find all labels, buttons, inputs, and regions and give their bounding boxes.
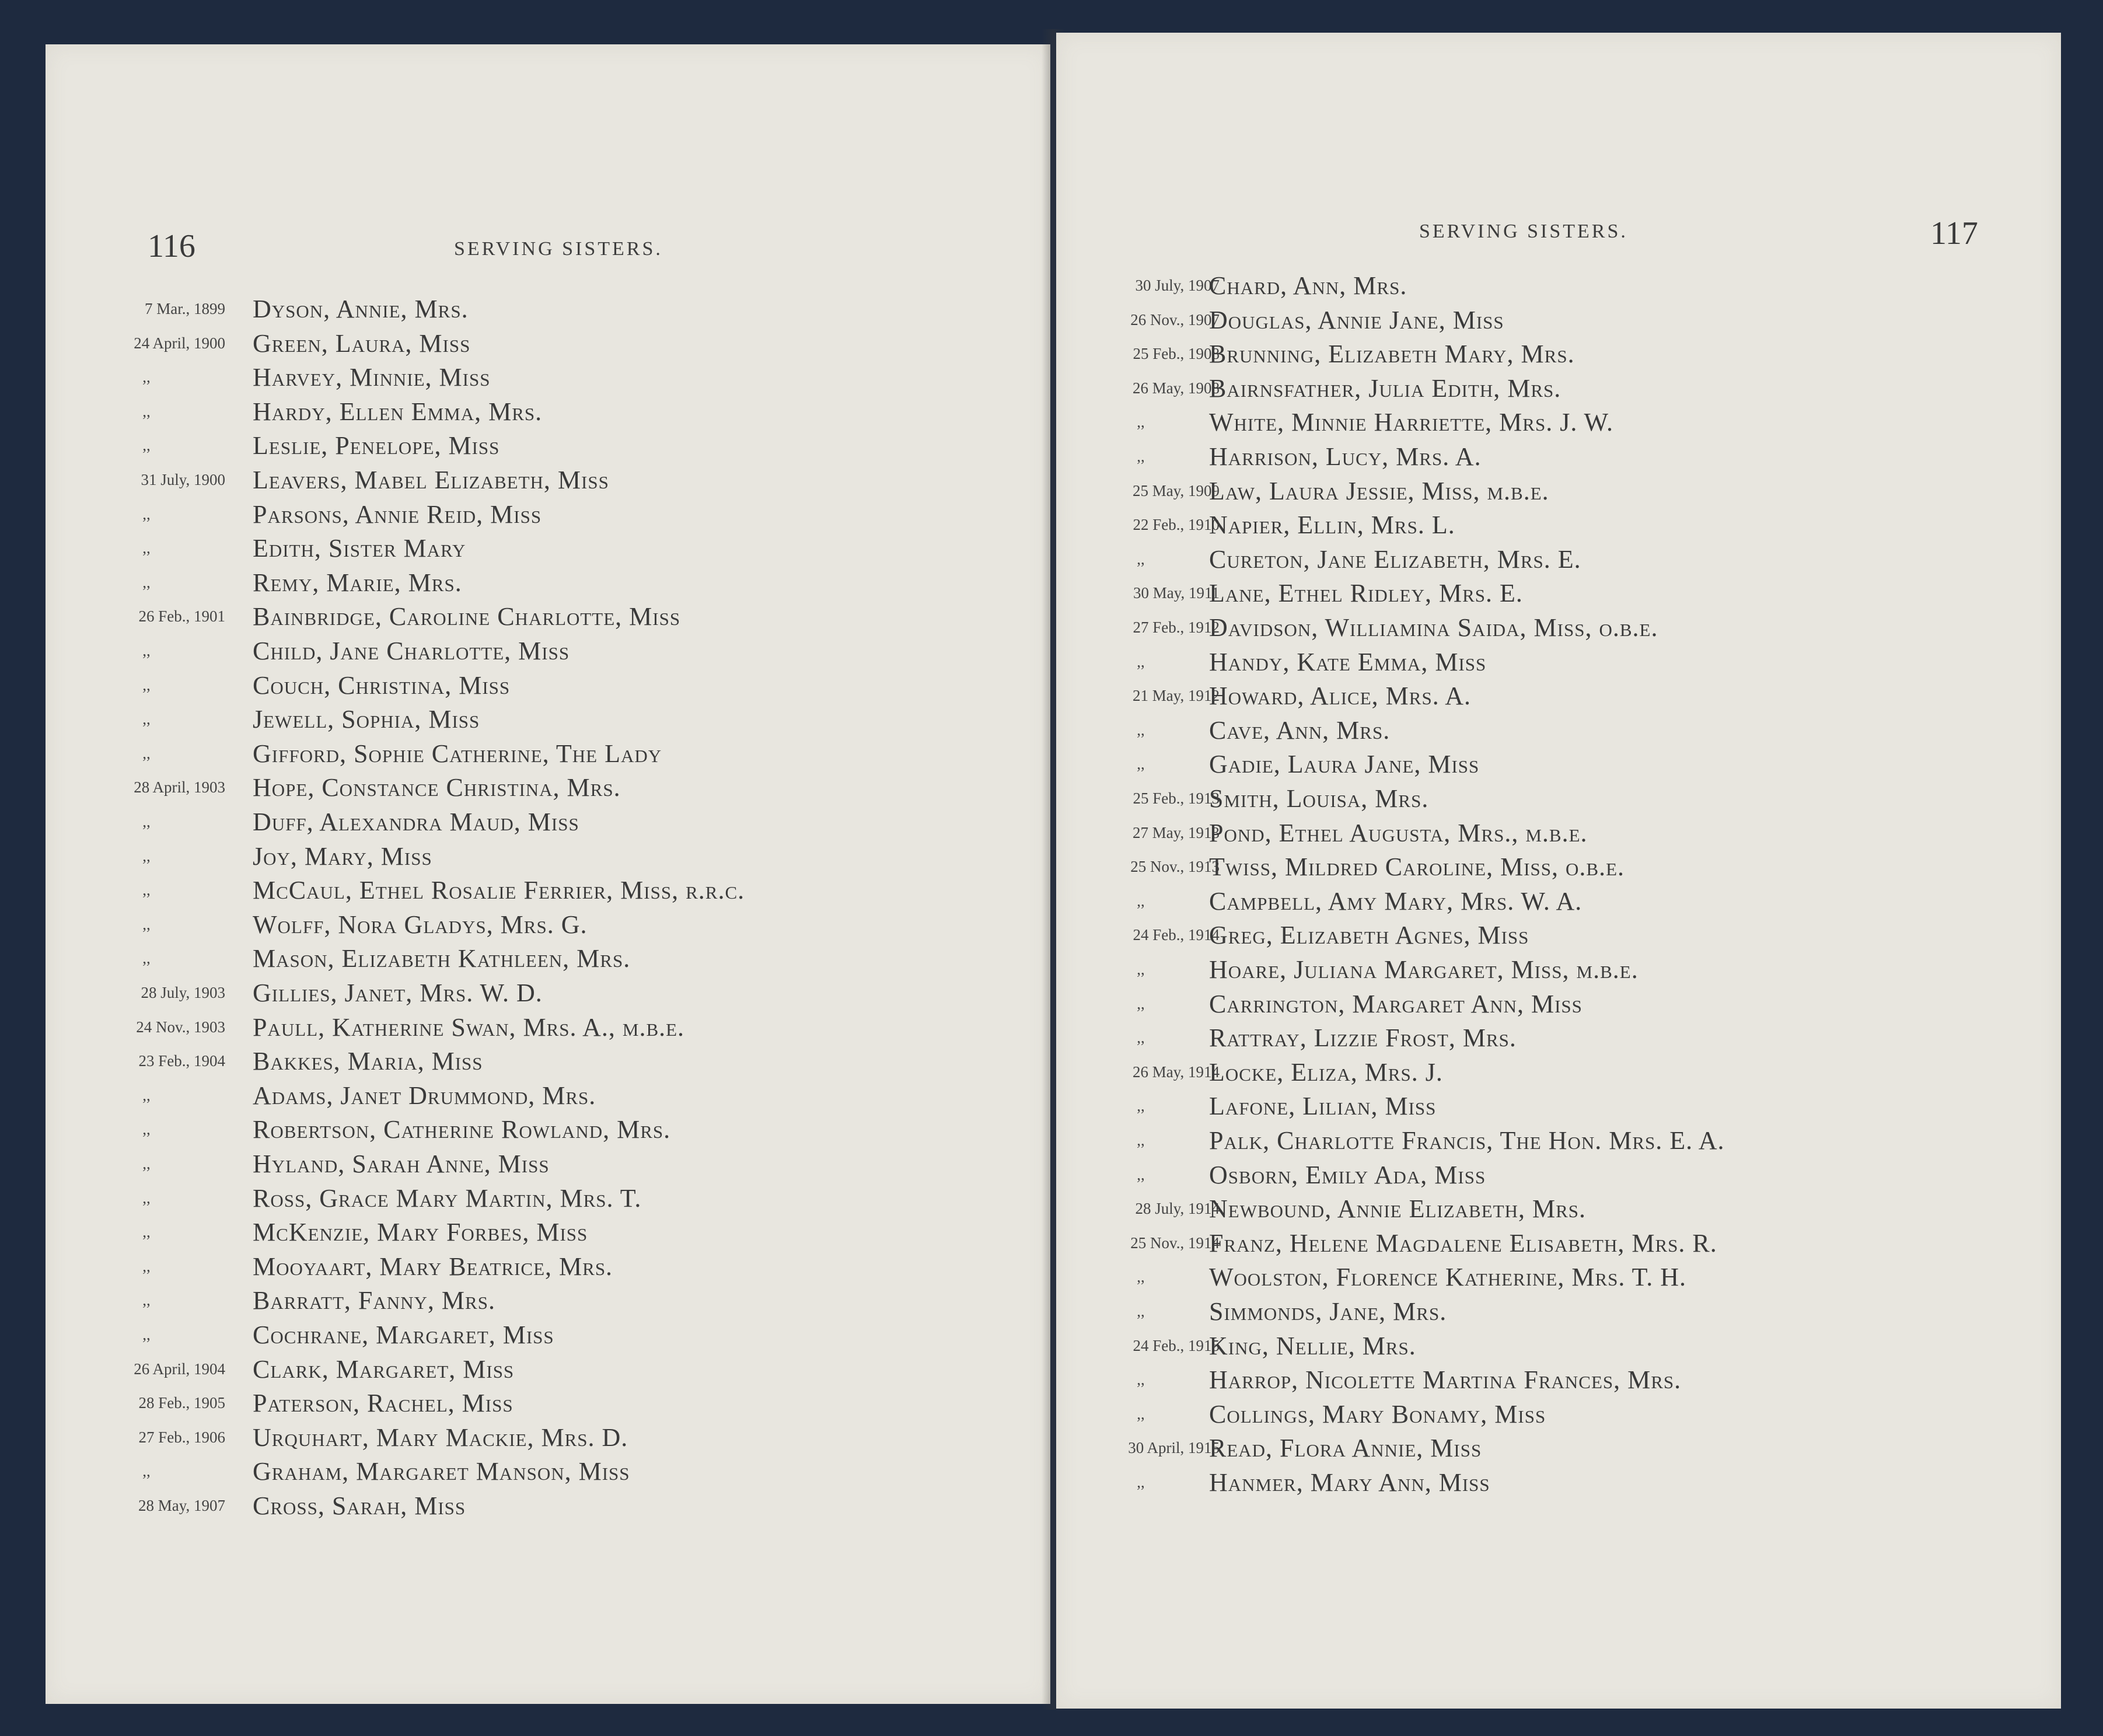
entry-name: Hanmer, Mary Ann, Miss xyxy=(1209,1468,1490,1497)
entry-date: 30 May, 1911 xyxy=(1133,584,1220,602)
entry-date: 25 Nov., 1914 xyxy=(1130,1234,1220,1252)
entry-name: Read, Flora Annie, Miss xyxy=(1209,1434,1482,1463)
entry-name: McCaul, Ethel Rosalie Ferrier, Miss, r.r.c. xyxy=(253,876,745,905)
entry-date: ,, xyxy=(142,676,151,694)
entry-date: ,, xyxy=(142,1291,151,1309)
entry-date: 28 July, 1903 xyxy=(141,984,225,1001)
list-item xyxy=(1056,920,2061,954)
list-item xyxy=(46,1320,1050,1354)
entry-name: Locke, Eliza, Mrs. J. xyxy=(1209,1057,1443,1087)
entry-name: Adams, Janet Drummond, Mrs. xyxy=(253,1081,596,1110)
entry-name: White, Minnie Harriette, Mrs. J. W. xyxy=(1209,408,1614,437)
list-item xyxy=(1056,1468,2061,1501)
entry-name: Smith, Louisa, Mrs. xyxy=(1209,784,1429,813)
entry-name: Collings, Mary Bonamy, Miss xyxy=(1209,1399,1546,1428)
entry-date: 26 May, 1914 xyxy=(1133,1063,1220,1081)
entry-name: Harrop, Nicolette Martina Frances, Mrs. xyxy=(1209,1365,1682,1395)
list-item xyxy=(46,294,1050,328)
list-item xyxy=(1056,1433,2061,1467)
entry-name: Brunning, Elizabeth Mary, Mrs. xyxy=(1209,340,1575,369)
entry-name: Mason, Elizabeth Kathleen, Mrs. xyxy=(253,944,631,973)
entry-date: 25 Nov., 1913 xyxy=(1130,858,1220,876)
entry-date: ,, xyxy=(1137,892,1145,910)
entry-name: Leslie, Penelope, Miss xyxy=(253,431,500,460)
list-item xyxy=(46,500,1050,533)
list-item xyxy=(1056,373,2061,407)
entry-date: ,, xyxy=(1137,1302,1145,1320)
entry-name: Cochrane, Margaret, Miss xyxy=(253,1321,554,1349)
entry-name: Barratt, Fanny, Mrs. xyxy=(253,1286,495,1315)
running-heading: SERVING SISTERS. xyxy=(1419,221,1628,242)
list-item xyxy=(46,1183,1050,1217)
list-item xyxy=(46,978,1050,1012)
list-item xyxy=(1056,476,2061,510)
entry-name: Woolston, Florence Katherine, Mrs. T. H. xyxy=(1209,1263,1686,1292)
list-item xyxy=(46,1286,1050,1319)
list-item xyxy=(46,739,1050,773)
entry-date: 28 July, 1914 xyxy=(1135,1200,1220,1218)
list-item xyxy=(46,1046,1050,1080)
list-item xyxy=(46,1354,1050,1388)
list-item xyxy=(1056,1331,2061,1365)
list-item xyxy=(46,431,1050,464)
list-item xyxy=(46,807,1050,841)
list-item xyxy=(1056,681,2061,715)
list-item xyxy=(1056,1194,2061,1228)
entry-date: 25 Feb., 1908 xyxy=(1133,345,1220,363)
entry-name: Palk, Charlotte Francis, The Hon. Mrs. E. A. xyxy=(1209,1126,1725,1155)
list-item xyxy=(46,910,1050,944)
list-item xyxy=(1056,1160,2061,1194)
entry-date: 24 Feb., 1914 xyxy=(1133,926,1220,944)
list-item xyxy=(1056,886,2061,920)
entry-name: Wolff, Nora Gladys, Mrs. G. xyxy=(253,910,588,939)
entry-name: Gillies, Janet, Mrs. W. D. xyxy=(253,979,543,1007)
entry-name: Child, Jane Charlotte, Miss xyxy=(253,637,570,665)
entry-name: Harrison, Lucy, Mrs. A. xyxy=(1209,442,1482,471)
entry-name: Clark, Margaret, Miss xyxy=(253,1354,515,1384)
list-item xyxy=(46,1388,1050,1422)
entry-name: Jewell, Sophia, Miss xyxy=(253,705,480,734)
entry-date: ,, xyxy=(142,710,151,728)
entry-name: Remy, Marie, Mrs. xyxy=(253,568,462,597)
entry-name: Pond, Ethel Augusta, Mrs., m.b.e. xyxy=(1209,818,1588,847)
entry-name: McKenzie, Mary Forbes, Miss xyxy=(253,1218,588,1247)
right-page xyxy=(1056,33,2061,1709)
entry-date: ,, xyxy=(142,1189,151,1207)
entry-name: Davidson, Williamina Saida, Miss, o.b.e. xyxy=(1209,613,1658,642)
entry-name: Lafone, Lilian, Miss xyxy=(1209,1092,1437,1121)
list-item xyxy=(1056,784,2061,818)
entry-name: Franz, Helene Magdalene Elisabeth, Mrs. R. xyxy=(1209,1228,1717,1258)
entry-name: Douglas, Annie Jane, Miss xyxy=(1209,305,1504,334)
entry-name: Urquhart, Mary Mackie, Mrs. D. xyxy=(253,1423,628,1452)
list-item xyxy=(46,1456,1050,1490)
entry-date: ,, xyxy=(142,1462,151,1480)
entry-name: King, Nellie, Mrs. xyxy=(1209,1331,1416,1360)
entry-date: ,, xyxy=(142,847,151,865)
entry-name: Hyland, Sarah Anne, Miss xyxy=(253,1150,550,1178)
entry-date: 25 Feb., 1913 xyxy=(1133,790,1220,807)
list-item xyxy=(1056,1057,2061,1091)
list-item xyxy=(1056,407,2061,441)
entry-name: Cureton, Jane Elizabeth, Mrs. E. xyxy=(1209,544,1581,574)
entry-date: 30 April, 1915 xyxy=(1128,1439,1220,1457)
entry-date: ,, xyxy=(1137,413,1145,431)
list-item xyxy=(46,944,1050,977)
entry-name: Harvey, Minnie, Miss xyxy=(253,363,491,392)
entry-date: ,, xyxy=(142,436,151,455)
list-item xyxy=(1056,715,2061,749)
entry-date: ,, xyxy=(142,1223,151,1241)
entry-name: Hoare, Juliana Margaret, Miss, m.b.e. xyxy=(1209,955,1639,984)
list-item xyxy=(1056,339,2061,373)
list-item xyxy=(1056,613,2061,647)
entry-name: Howard, Alice, Mrs. A. xyxy=(1209,682,1472,711)
entry-name: Napier, Ellin, Mrs. L. xyxy=(1209,511,1455,540)
entry-date: ,, xyxy=(142,744,151,762)
list-item xyxy=(1056,1091,2061,1125)
entry-name: Campbell, Amy Mary, Mrs. W. A. xyxy=(1209,886,1583,916)
entry-name: Ross, Grace Mary Martin, Mrs. T. xyxy=(253,1183,642,1213)
list-item xyxy=(46,1115,1050,1148)
entry-name: Green, Laura, Miss xyxy=(253,329,471,358)
entry-date: ,, xyxy=(1137,1131,1145,1149)
list-item xyxy=(46,1149,1050,1183)
entry-date: ,, xyxy=(1137,1268,1145,1286)
list-item xyxy=(46,636,1050,670)
entry-date: ,, xyxy=(142,949,151,967)
list-item xyxy=(1056,1126,2061,1159)
entry-date: 28 Feb., 1905 xyxy=(138,1394,225,1412)
entry-name: Mooyaart, Mary Beatrice, Mrs. xyxy=(253,1252,613,1281)
entry-name: Gadie, Laura Jane, Miss xyxy=(1209,750,1480,779)
entry-name: Joy, Mary, Miss xyxy=(253,841,432,871)
entry-date: 27 May, 1913 xyxy=(1133,823,1220,841)
list-item xyxy=(1056,989,2061,1023)
list-item xyxy=(46,465,1050,499)
list-item xyxy=(1056,271,2061,305)
entry-date: ,, xyxy=(1137,1029,1145,1047)
list-item xyxy=(1056,1399,2061,1433)
entry-date: ,, xyxy=(142,1120,151,1138)
entry-name: Leavers, Mabel Elizabeth, Miss xyxy=(253,466,609,494)
entry-name: Dyson, Annie, Mrs. xyxy=(253,295,469,323)
entry-name: Carrington, Margaret Ann, Miss xyxy=(1209,989,1583,1018)
entry-date: 24 Nov., 1903 xyxy=(136,1018,225,1036)
entry-name: Parsons, Annie Reid, Miss xyxy=(253,500,542,529)
entry-name: Lane, Ethel Ridley, Mrs. E. xyxy=(1209,579,1523,608)
entry-date: ,, xyxy=(1137,550,1145,568)
list-item xyxy=(1056,442,2061,476)
entry-date: 26 May, 1908 xyxy=(1133,379,1220,397)
entry-name: Handy, Kate Emma, Miss xyxy=(1209,647,1487,676)
entry-date: ,, xyxy=(1137,721,1145,739)
entry-date: ,, xyxy=(1137,755,1145,773)
entry-date: ,, xyxy=(1137,960,1145,978)
entry-name: Paull, Katherine Swan, Mrs. A., m.b.e. xyxy=(253,1012,685,1042)
entry-name: Twiss, Mildred Caroline, Miss, o.b.e. xyxy=(1209,853,1625,882)
entry-date: ,, xyxy=(142,505,151,523)
list-item xyxy=(1056,1262,2061,1296)
entry-date: ,, xyxy=(142,368,151,386)
entry-name: Duff, Alexandra Maud, Miss xyxy=(253,808,579,836)
running-heading: SERVING SISTERS. xyxy=(454,238,663,260)
entry-date: ,, xyxy=(142,1155,151,1172)
entry-date: 27 Feb., 1912 xyxy=(1133,619,1220,636)
entry-date: 7 Mar., 1899 xyxy=(145,300,225,317)
entry-name: Law, Laura Jessie, Miss, m.b.e. xyxy=(1209,476,1549,505)
entry-date: ,, xyxy=(142,1086,151,1104)
list-item xyxy=(46,533,1050,567)
list-item xyxy=(1056,1228,2061,1262)
list-item xyxy=(1056,578,2061,612)
entry-date: 26 Feb., 1901 xyxy=(138,607,225,626)
list-item xyxy=(1056,955,2061,988)
entry-date: ,, xyxy=(1137,1097,1145,1115)
entry-date: ,, xyxy=(1137,1473,1145,1491)
page-number: 117 xyxy=(1930,215,1978,252)
entry-date: ,, xyxy=(1137,652,1145,670)
entry-date: ,, xyxy=(142,1257,151,1275)
entry-name: Hardy, Ellen Emma, Mrs. xyxy=(253,397,543,426)
entry-date: 27 Feb., 1906 xyxy=(138,1428,225,1446)
entry-name: Rattray, Lizzie Frost, Mrs. xyxy=(1209,1024,1517,1053)
entry-name: Couch, Christina, Miss xyxy=(253,670,511,700)
entry-name: Newbound, Annie Elizabeth, Mrs. xyxy=(1209,1194,1587,1224)
entry-date: 23 Feb., 1904 xyxy=(138,1052,225,1070)
entry-date: ,, xyxy=(1137,1405,1145,1423)
entry-date: 21 May, 1912 xyxy=(1133,687,1220,705)
entry-name: Osborn, Emily Ada, Miss xyxy=(1209,1160,1486,1189)
list-item xyxy=(46,1491,1050,1525)
list-item xyxy=(1056,305,2061,339)
entry-date: ,, xyxy=(142,402,151,420)
entry-name: Simmonds, Jane, Mrs. xyxy=(1209,1297,1447,1326)
entry-name: Paterson, Rachel, Miss xyxy=(253,1389,513,1418)
list-item xyxy=(1056,852,2061,886)
list-item xyxy=(46,329,1050,362)
list-item xyxy=(46,602,1050,635)
list-item xyxy=(1056,544,2061,578)
entry-date: ,, xyxy=(142,915,151,933)
entry-date: ,, xyxy=(1137,994,1145,1012)
list-item xyxy=(46,875,1050,909)
entry-date: ,, xyxy=(142,881,151,899)
list-item xyxy=(46,362,1050,396)
list-item xyxy=(46,1423,1050,1456)
entry-date: ,, xyxy=(142,1326,151,1343)
entry-date: ,, xyxy=(142,642,151,659)
entry-date: 26 Nov., 1907 xyxy=(1130,310,1220,329)
entry-date: 24 April, 1900 xyxy=(134,334,225,352)
list-item xyxy=(46,670,1050,704)
entry-date: 30 July, 1907 xyxy=(1135,277,1220,294)
list-item xyxy=(1056,647,2061,681)
entry-date: ,, xyxy=(142,573,151,591)
left-page xyxy=(46,44,1050,1704)
page-number: 116 xyxy=(148,228,195,264)
entry-name: Chard, Ann, Mrs. xyxy=(1209,271,1407,300)
entry-date: ,, xyxy=(142,539,151,557)
list-item xyxy=(46,1081,1050,1115)
list-item xyxy=(46,773,1050,806)
entry-date: 31 July, 1900 xyxy=(141,471,225,488)
list-item xyxy=(1056,818,2061,852)
entry-name: Graham, Margaret Manson, Miss xyxy=(253,1457,630,1486)
entry-date: 24 Feb., 1915 xyxy=(1133,1336,1220,1354)
entry-date: 28 April, 1903 xyxy=(134,778,225,797)
list-item xyxy=(46,397,1050,431)
entry-date: 28 May, 1907 xyxy=(138,1497,225,1514)
entry-date: ,, xyxy=(142,813,151,830)
entry-name: Bakkes, Maria, Miss xyxy=(253,1047,483,1076)
entry-date: 26 April, 1904 xyxy=(134,1360,225,1378)
list-item xyxy=(1056,1023,2061,1057)
entry-date: ,, xyxy=(1137,1165,1145,1183)
entry-date: 25 May, 1909 xyxy=(1133,481,1220,500)
list-item xyxy=(46,841,1050,875)
entry-name: Robertson, Catherine Rowland, Mrs. xyxy=(253,1115,671,1144)
list-item xyxy=(1056,749,2061,783)
entry-date: 22 Feb., 1910 xyxy=(1133,516,1220,534)
entry-name: Greg, Elizabeth Agnes, Miss xyxy=(1209,921,1529,950)
entry-date: ,, xyxy=(1137,448,1145,465)
list-item xyxy=(1056,1297,2061,1330)
entry-date: ,, xyxy=(1137,1371,1145,1389)
entry-name: Bainbridge, Caroline Charlotte, Miss xyxy=(253,602,681,631)
entry-name: Edith, Sister Mary xyxy=(253,534,466,563)
entry-name: Cave, Ann, Mrs. xyxy=(1209,715,1391,745)
list-item xyxy=(1056,510,2061,544)
list-item xyxy=(46,1252,1050,1286)
entry-name: Bairnsfather, Julia Edith, Mrs. xyxy=(1209,373,1561,403)
entry-name: Cross, Sarah, Miss xyxy=(253,1492,466,1520)
entry-name: Gifford, Sophie Catherine, The Lady xyxy=(253,739,662,768)
list-item xyxy=(46,1217,1050,1251)
list-item xyxy=(46,704,1050,738)
list-item xyxy=(46,568,1050,602)
list-item xyxy=(1056,1365,2061,1399)
list-item xyxy=(46,1012,1050,1046)
entry-name: Hope, Constance Christina, Mrs. xyxy=(253,773,621,802)
